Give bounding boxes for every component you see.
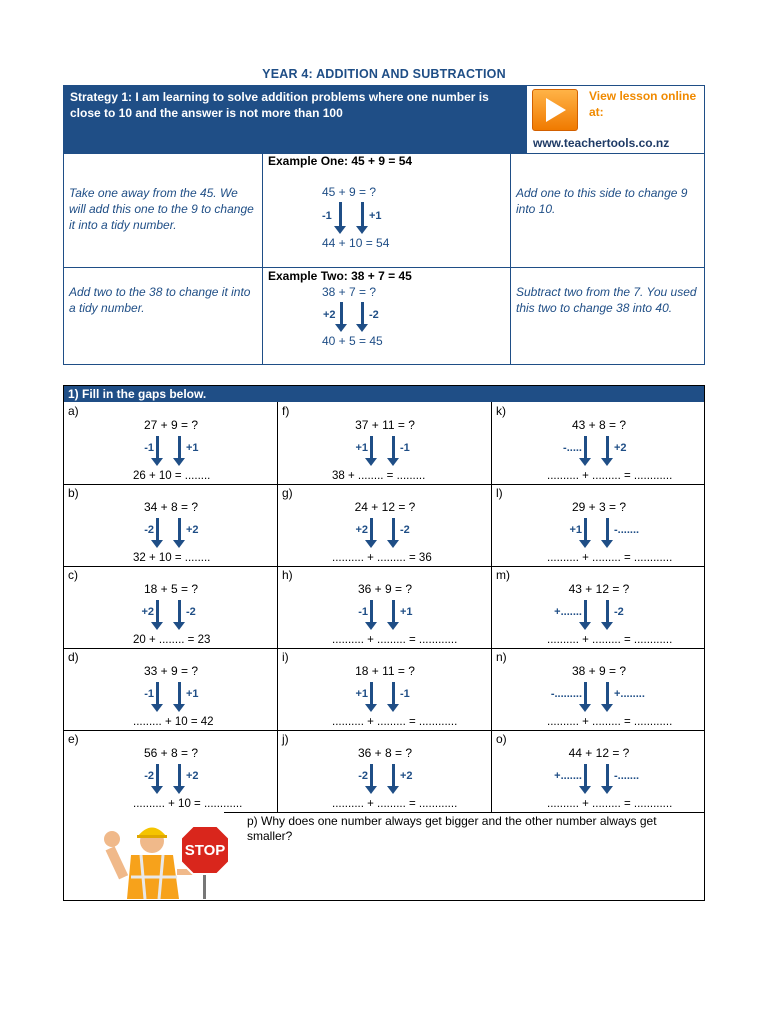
example-one-right-adjustment: +1 <box>369 210 382 222</box>
exercise-answer[interactable]: .......... + ......... = ............ <box>547 470 673 482</box>
right-adjustment[interactable]: +1 <box>400 606 413 618</box>
down-arrow-icon <box>178 436 181 460</box>
example-two-left-adjustment: +2 <box>323 309 336 321</box>
exercise-cell <box>64 648 278 730</box>
example-one-left-note: Take one away from the 45. We will add this one to the 9 to change it into a tidy number. <box>69 186 254 232</box>
exercise-cell <box>278 566 492 648</box>
example-two-left-note: Add two to the 38 to change it into a tidy number. <box>69 285 251 315</box>
exercise-letter: h) <box>282 568 293 582</box>
exercise-letter: e) <box>68 732 79 746</box>
exercise-answer[interactable]: 38 + ........ = ......... <box>332 470 426 482</box>
left-adjustment[interactable]: +....... <box>554 770 582 782</box>
exercise-cell <box>278 730 492 812</box>
down-arrow-icon <box>370 764 373 788</box>
down-arrow-icon <box>392 518 395 542</box>
exercise-cell <box>492 648 706 730</box>
exercise-answer[interactable]: .......... + ......... = ............ <box>332 798 458 810</box>
down-arrow-icon <box>606 436 609 460</box>
down-arrow-icon <box>156 600 159 624</box>
down-arrow-icon <box>339 202 342 228</box>
down-arrow-icon <box>370 682 373 706</box>
down-arrow-icon <box>156 518 159 542</box>
left-adjustment[interactable]: +1 <box>355 688 368 700</box>
divider <box>224 812 704 813</box>
exercise-cell <box>278 484 492 566</box>
exercise-answer[interactable]: 26 + 10 = ........ <box>133 470 211 482</box>
left-adjustment[interactable]: -2 <box>144 770 154 782</box>
example-two-right-adjustment: -2 <box>369 309 379 321</box>
exercise-answer[interactable]: .......... + ......... = ............ <box>547 798 673 810</box>
exercise-question: 38 + 9 = ? <box>571 664 627 678</box>
right-adjustment[interactable]: -....... <box>614 524 640 536</box>
down-arrow-icon <box>156 682 159 706</box>
website-link[interactable]: www.teachertools.co.nz <box>533 136 670 150</box>
exercise-letter: g) <box>282 486 293 500</box>
right-adjustment[interactable]: -2 <box>400 524 410 536</box>
page-title: YEAR 4: ADDITION AND SUBTRACTION <box>262 67 506 81</box>
exercise-question: 43 + 12 = ? <box>568 582 630 596</box>
exercise-cell <box>64 730 278 812</box>
exercise-question: 24 + 12 = ? <box>354 500 416 514</box>
right-adjustment[interactable]: -1 <box>400 688 410 700</box>
exercise-letter: j) <box>282 732 289 746</box>
right-adjustment[interactable]: +1 <box>186 688 199 700</box>
play-icon[interactable] <box>532 89 578 131</box>
example-one-title: Example One: 45 + 9 = 54 <box>268 154 413 168</box>
exercise-letter: k) <box>496 404 506 418</box>
stop-worker-illustration <box>97 821 237 899</box>
example-two-question: 38 + 7 = ? <box>322 285 377 299</box>
down-arrow-icon <box>606 764 609 788</box>
down-arrow-icon <box>392 764 395 788</box>
exercise-cell <box>64 484 278 566</box>
exercise-question: 44 + 12 = ? <box>568 746 630 760</box>
exercise-answer[interactable]: 32 + 10 = ........ <box>133 552 211 564</box>
exercise-cell <box>492 730 706 812</box>
exercise-cell <box>278 648 492 730</box>
left-adjustment[interactable]: -2 <box>144 524 154 536</box>
left-adjustment[interactable]: +1 <box>569 524 582 536</box>
exercise-answer[interactable]: .......... + ......... = 36 <box>332 552 432 564</box>
right-adjustment[interactable]: -2 <box>614 606 624 618</box>
strategy-table <box>63 85 705 365</box>
question-p: p) Why does one number always get bigger and the other number always get smaller? <box>247 814 657 843</box>
gaps-heading: 1) Fill in the gaps below. <box>64 386 704 402</box>
down-arrow-icon <box>178 600 181 624</box>
left-adjustment[interactable]: -......... <box>550 688 582 700</box>
strategy-heading: Strategy 1: I am learning to solve addition problems where one number is close to 10 and the answer is not more than 100 <box>64 86 526 153</box>
example-one-answer: 44 + 10 = 54 <box>322 236 390 250</box>
down-arrow-icon <box>370 436 373 460</box>
exercise-answer[interactable]: .......... + 10 = ............ <box>133 798 243 810</box>
down-arrow-icon <box>156 764 159 788</box>
exercise-letter: f) <box>282 404 290 418</box>
exercise-cell <box>64 566 278 648</box>
exercise-letter: n) <box>496 650 507 664</box>
down-arrow-icon <box>178 682 181 706</box>
exercise-question: 18 + 11 = ? <box>355 664 415 678</box>
exercise-letter: i) <box>282 650 289 664</box>
exercise-question: 43 + 8 = ? <box>571 418 627 432</box>
down-arrow-icon <box>392 682 395 706</box>
left-adjustment[interactable]: -1 <box>144 688 154 700</box>
left-adjustment[interactable]: +....... <box>554 606 582 618</box>
exercise-letter: d) <box>68 650 79 664</box>
exercise-question: 36 + 9 = ? <box>357 582 413 596</box>
exercise-cell <box>278 402 492 484</box>
right-adjustment[interactable]: -2 <box>186 606 196 618</box>
down-arrow-icon <box>606 600 609 624</box>
exercise-answer[interactable]: .......... + ......... = ............ <box>547 552 673 564</box>
divider <box>64 267 704 268</box>
down-arrow-icon <box>340 302 343 326</box>
left-adjustment[interactable]: -1 <box>144 442 154 454</box>
exercise-letter: b) <box>68 486 79 500</box>
down-arrow-icon <box>178 764 181 788</box>
exercise-answer[interactable]: .......... + ......... = ............ <box>332 716 458 728</box>
exercise-answer[interactable]: ......... + 10 = 42 <box>133 716 214 728</box>
exercise-question: 56 + 8 = ? <box>143 746 199 760</box>
exercise-letter: o) <box>496 732 507 746</box>
exercise-cell <box>492 402 706 484</box>
divider <box>262 153 263 365</box>
right-adjustment[interactable]: -1 <box>400 442 410 454</box>
exercise-answer[interactable]: .......... + ......... = ............ <box>332 634 458 646</box>
right-adjustment[interactable]: +1 <box>186 442 199 454</box>
left-adjustment[interactable]: +2 <box>355 524 368 536</box>
example-two-right-note: Subtract two from the 7. You used this two to change 38 into 40. <box>516 285 697 315</box>
exercise-question: 34 + 8 = ? <box>143 500 199 514</box>
down-arrow-icon <box>392 436 395 460</box>
down-arrow-icon <box>361 202 364 228</box>
exercise-question: 27 + 9 = ? <box>143 418 199 432</box>
right-adjustment[interactable]: +2 <box>186 770 199 782</box>
exercise-question: 29 + 3 = ? <box>571 500 627 514</box>
exercise-answer[interactable]: .......... + ......... = ............ <box>547 634 673 646</box>
view-lesson-label: View lesson online at: <box>589 89 697 119</box>
down-arrow-icon <box>584 682 587 706</box>
right-adjustment[interactable]: +2 <box>186 524 199 536</box>
example-one-question: 45 + 9 = ? <box>322 185 377 199</box>
exercise-letter: c) <box>68 568 78 582</box>
down-arrow-icon <box>584 518 587 542</box>
example-one-right-note: Add one to this side to change 9 into 10. <box>516 186 688 216</box>
fill-in-gaps-table <box>63 385 705 901</box>
exercise-question: 18 + 5 = ? <box>143 582 199 596</box>
down-arrow-icon <box>606 518 609 542</box>
down-arrow-icon <box>370 600 373 624</box>
divider <box>510 153 511 365</box>
down-arrow-icon <box>392 600 395 624</box>
down-arrow-icon <box>178 518 181 542</box>
exercise-letter: a) <box>68 404 79 418</box>
right-adjustment[interactable]: -....... <box>614 770 640 782</box>
exercise-question: 36 + 8 = ? <box>357 746 413 760</box>
left-adjustment[interactable]: -2 <box>358 770 368 782</box>
exercise-letter: l) <box>496 486 503 500</box>
example-two-title: Example Two: 38 + 7 = 45 <box>268 269 412 283</box>
right-adjustment[interactable]: +........ <box>614 688 645 700</box>
down-arrow-icon <box>584 436 587 460</box>
left-adjustment[interactable]: +2 <box>141 606 154 618</box>
exercise-cell <box>492 484 706 566</box>
exercise-answer[interactable]: .......... + ......... = ............ <box>547 716 673 728</box>
exercise-question: 37 + 11 = ? <box>355 418 415 432</box>
down-arrow-icon <box>156 436 159 460</box>
lesson-link-box[interactable] <box>526 86 704 153</box>
left-adjustment[interactable]: -..... <box>563 442 582 454</box>
example-two-answer: 40 + 5 = 45 <box>322 334 383 348</box>
down-arrow-icon <box>361 302 364 326</box>
right-adjustment[interactable]: +2 <box>614 442 627 454</box>
exercise-question: 33 + 9 = ? <box>143 664 199 678</box>
left-adjustment[interactable]: +1 <box>355 442 368 454</box>
down-arrow-icon <box>606 682 609 706</box>
down-arrow-icon <box>370 518 373 542</box>
stop-sign-text: STOP <box>184 842 226 859</box>
exercise-answer[interactable]: 20 + ........ = 23 <box>133 634 211 646</box>
down-arrow-icon <box>584 600 587 624</box>
example-one-left-adjustment: -1 <box>322 210 332 222</box>
exercise-cell <box>64 402 278 484</box>
exercise-cell <box>492 566 706 648</box>
down-arrow-icon <box>584 764 587 788</box>
left-adjustment[interactable]: -1 <box>358 606 368 618</box>
right-adjustment[interactable]: +2 <box>400 770 413 782</box>
exercise-letter: m) <box>496 568 510 582</box>
